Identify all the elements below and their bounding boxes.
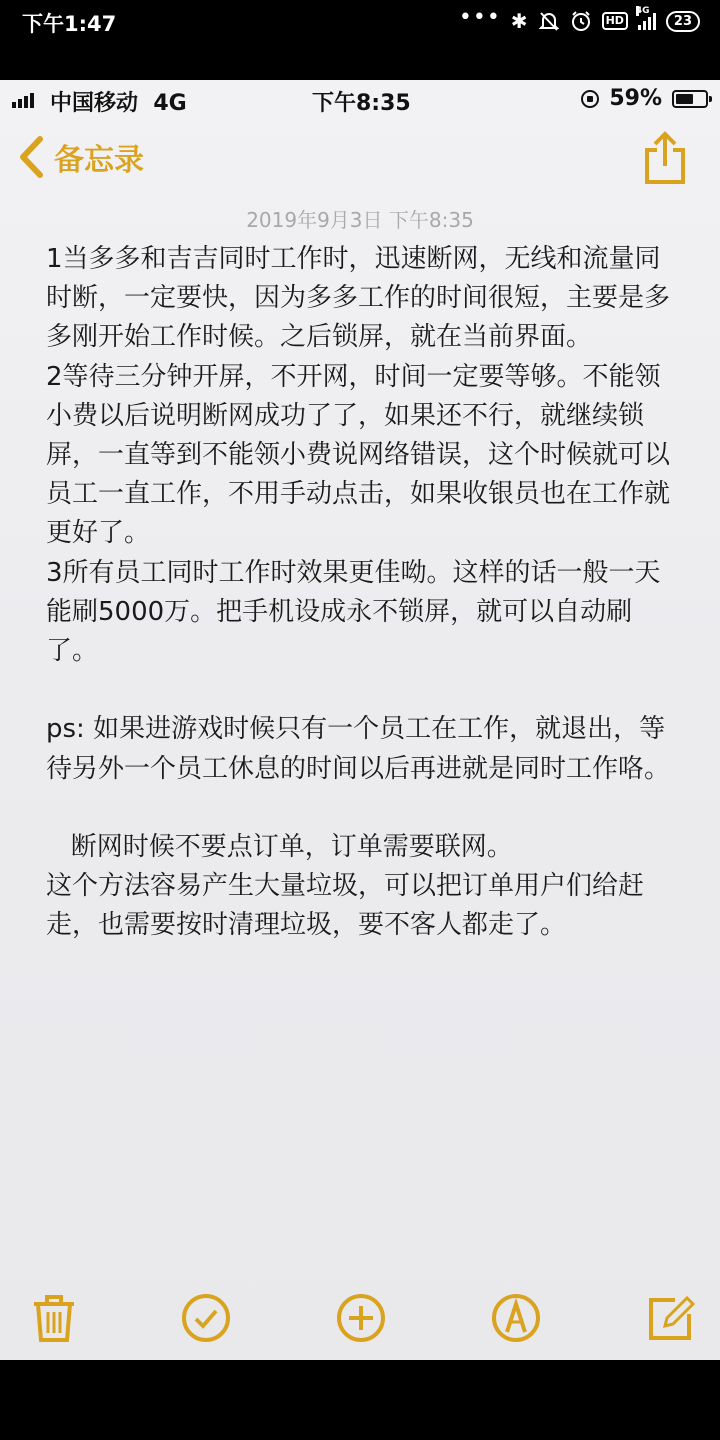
hd-badge: HD <box>602 12 628 30</box>
notes-screen <box>0 80 720 1360</box>
chevron-left-icon <box>18 135 44 179</box>
back-button-label: 备忘录 <box>54 143 144 178</box>
ios-clock: 下午8:35 <box>312 91 411 116</box>
markup-icon[interactable] <box>490 1292 542 1344</box>
outer-status-icons <box>458 4 700 33</box>
alarm-clock-icon <box>570 10 592 32</box>
outer-clock: 下午1:47 <box>22 12 117 36</box>
navigation-bar <box>0 1360 720 1440</box>
outer-status-bar <box>0 0 720 80</box>
ios-status-bar <box>0 80 720 120</box>
network-type-label: 4G <box>635 6 650 16</box>
signal-icon <box>635 6 656 30</box>
bluetooth-icon: ✱ <box>510 9 528 33</box>
ios-status-right <box>581 86 708 111</box>
back-button[interactable] <box>18 135 144 179</box>
checklist-icon[interactable] <box>180 1292 232 1344</box>
ios-battery-percent: 59% <box>609 86 662 111</box>
note-date: 2019年9月3日 下午8:35 <box>246 208 474 232</box>
share-icon[interactable] <box>640 130 690 186</box>
ios-carrier: 中国移动 4G <box>50 91 187 116</box>
bottom-toolbar <box>0 1290 720 1350</box>
rotation-lock-icon <box>581 90 599 108</box>
ios-signal-icon <box>12 92 34 108</box>
trash-icon[interactable] <box>28 1292 80 1344</box>
battery-icon: 23 <box>666 11 700 32</box>
ios-battery-icon <box>672 90 708 108</box>
compose-icon[interactable] <box>645 1292 697 1344</box>
note-body[interactable]: 1当多多和吉吉同时工作时，迅速断网，无线和流量同时断，一定要快，因为多多工作的时间很短，主要是多多刚开始工作时候。之后锁屏，就在当前界面。 2等待三分钟开屏，不开网，时间一定要等够。不能领小费以后说明断网成功了了，如果还不行，就继续锁屏，一直等到不能领小费说网络错误，这个时候就可以员工一直工作，不用手动点击，如果收银员也在工作就更好了。 3所有员工同时工作时效果更佳呦。这样的话一般一天能刷5000万。把手机设成永不锁屏，就可以自动刷了。 ps: 如果进游戏时候只有一个员工在工作，就退出，等待另外一个员工休息的时间以后再进就是同时工作咯。 断网时候不要点订单，订单需要联网。 这个方法容易产生大量垃圾，可以把订单用户们给赶走，也需要按时清理垃圾，要不客人都走了。 <box>46 244 671 941</box>
more-dots-icon: ••• <box>458 4 501 30</box>
add-icon[interactable] <box>335 1292 387 1344</box>
mute-bell-icon <box>538 10 560 32</box>
